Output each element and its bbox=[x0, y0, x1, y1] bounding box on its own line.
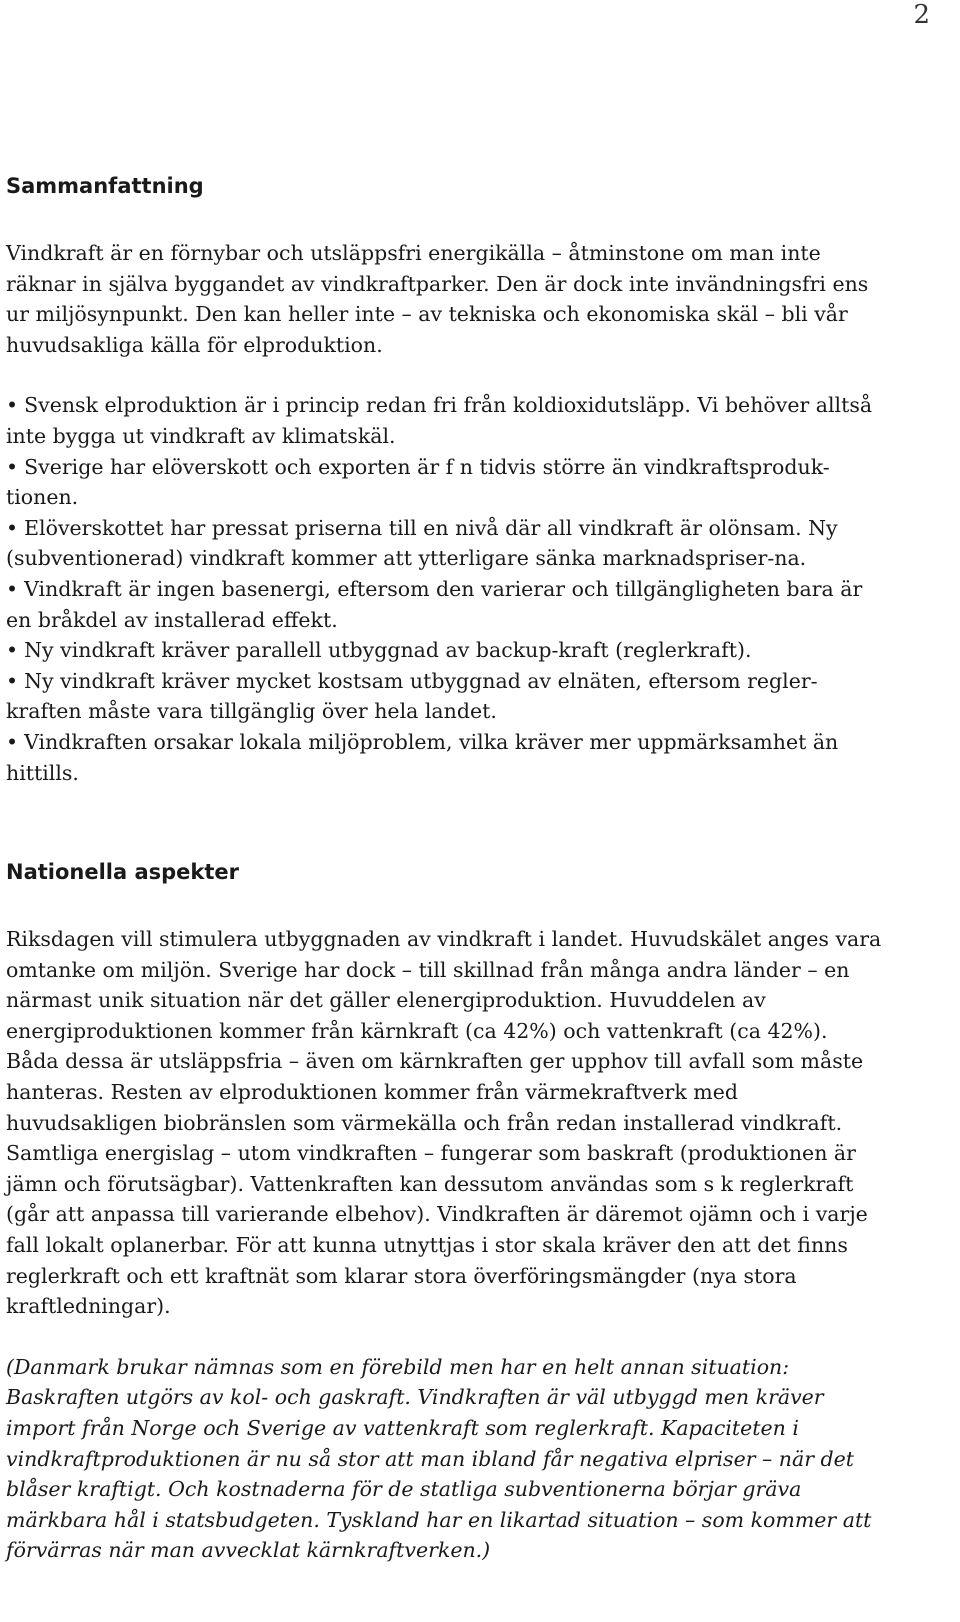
summary-heading: Sammanfattning bbox=[6, 174, 204, 198]
national-note: (Danmark brukar nämnas som en förebild men har en helt annan situation: Baskraften utgörs av kol- och gaskraft. Vindkraften är väl utbyggd men kräver import från Norge och Sverige av vattenkraft som reglerkraft. Kapaciteten i vindkraftproduktionen är nu så stor att man ibland får negativa elpriser – när det blåser kraftigt. Och kostnaderna för de statliga subventionerna börjar gräva märkbara hål i statsbudgeten. Tyskland har en likartad situation – som kommer att förvärras när man avvecklat kärnkraftverken.) bbox=[6, 1354, 872, 1563]
bullet-icon: • bbox=[6, 638, 19, 663]
bullet-text: Vindkraft är ingen basenergi, eftersom den varierar och tillgängligheten bara är en bråkdel av installerad effekt. bbox=[6, 576, 863, 632]
bullet-icon: • bbox=[6, 576, 19, 601]
bullet-icon: • bbox=[6, 729, 19, 754]
national-section bbox=[6, 854, 886, 1566]
bullet-icon: • bbox=[6, 515, 19, 540]
summary-section bbox=[6, 168, 886, 788]
bullet-item bbox=[6, 513, 886, 574]
bullet-item bbox=[6, 635, 886, 666]
bullet-icon: • bbox=[6, 668, 19, 693]
bullet-text: Elöverskottet har pressat priserna till en nivå där all vindkraft är olönsam. Ny (subventionerad) vindkraft kommer att ytterligare sänka marknadspriser-na. bbox=[6, 515, 838, 571]
document-body bbox=[6, 168, 886, 1566]
page-number: 2 bbox=[913, 0, 930, 30]
bullet-item bbox=[6, 452, 886, 513]
bullet-item bbox=[6, 666, 886, 727]
summary-bullet-list bbox=[6, 390, 886, 788]
bullet-text: Ny vindkraft kräver mycket kostsam utbyggnad av elnäten, eftersom regler-kraften måste vara tillgänglig över hela landet. bbox=[6, 668, 818, 724]
bullet-text: Ny vindkraft kräver parallell utbyggnad av backup-kraft (reglerkraft). bbox=[24, 638, 752, 663]
bullet-item bbox=[6, 727, 886, 788]
bullet-item bbox=[6, 390, 886, 451]
bullet-text: Svensk elproduktion är i princip redan fri från koldioxidutsläpp. Vi behöver alltså inte bygga ut vindkraft av klimatskäl. bbox=[6, 393, 873, 448]
bullet-text: Vindkraften orsakar lokala miljöproblem, vilka kräver mer uppmärksamhet än hittills. bbox=[6, 729, 839, 785]
bullet-item bbox=[6, 574, 886, 635]
bullet-icon: • bbox=[6, 393, 19, 418]
bullet-text: Sverige har elöverskott och exporten är f n tidvis större än vindkraftsproduk-tionen. bbox=[6, 454, 830, 510]
bullet-icon: • bbox=[6, 454, 19, 479]
national-body: Riksdagen vill stimulera utbyggnaden av vindkraft i landet. Huvudskälet anges vara omtanke om miljön. Sverige har dock – till skillnad från många andra länder – en närmast unik situation när det gäller elenergiproduktion. Huvuddelen av energiproduktionen kommer från kärnkraft (ca 42%) och vattenkraft (ca 42%). Båda dessa är utsläppsfria – även om kärnkraften ger upphov till avfall som måste hanteras. Resten av elproduktionen kommer från värmekraftverk med huvudsakligen biobränslen som värmekälla och från redan installerad vindkraft. Samtliga energislag – utom vindkraften – fungerar som baskraft (produktionen är jämn och förutsägbar). Vattenkraften kan dessutom användas som s k reglerkraft (går att anpassa till varierande elbehov). Vindkraften är däremot ojämn och i varje fall lokalt oplanerbar. För att kunna utnyttjas i stor skala kräver den att det finns reglerkraft och ett kraftnät som klarar stora överföringsmängder (nya stora kraftledningar). bbox=[6, 927, 882, 1319]
national-heading: Nationella aspekter bbox=[6, 860, 240, 885]
summary-intro: Vindkraft är en förnybar och utsläppsfri energikälla – åtminstone om man inte räknar in själva byggandet av vindkraftparker. Den är dock inte invändningsfri ens ur miljösynpunkt. Den kan heller inte – av tekniska och ekonomiska skäl – bli vår huvudsakliga källa för elproduktion. bbox=[6, 241, 869, 357]
